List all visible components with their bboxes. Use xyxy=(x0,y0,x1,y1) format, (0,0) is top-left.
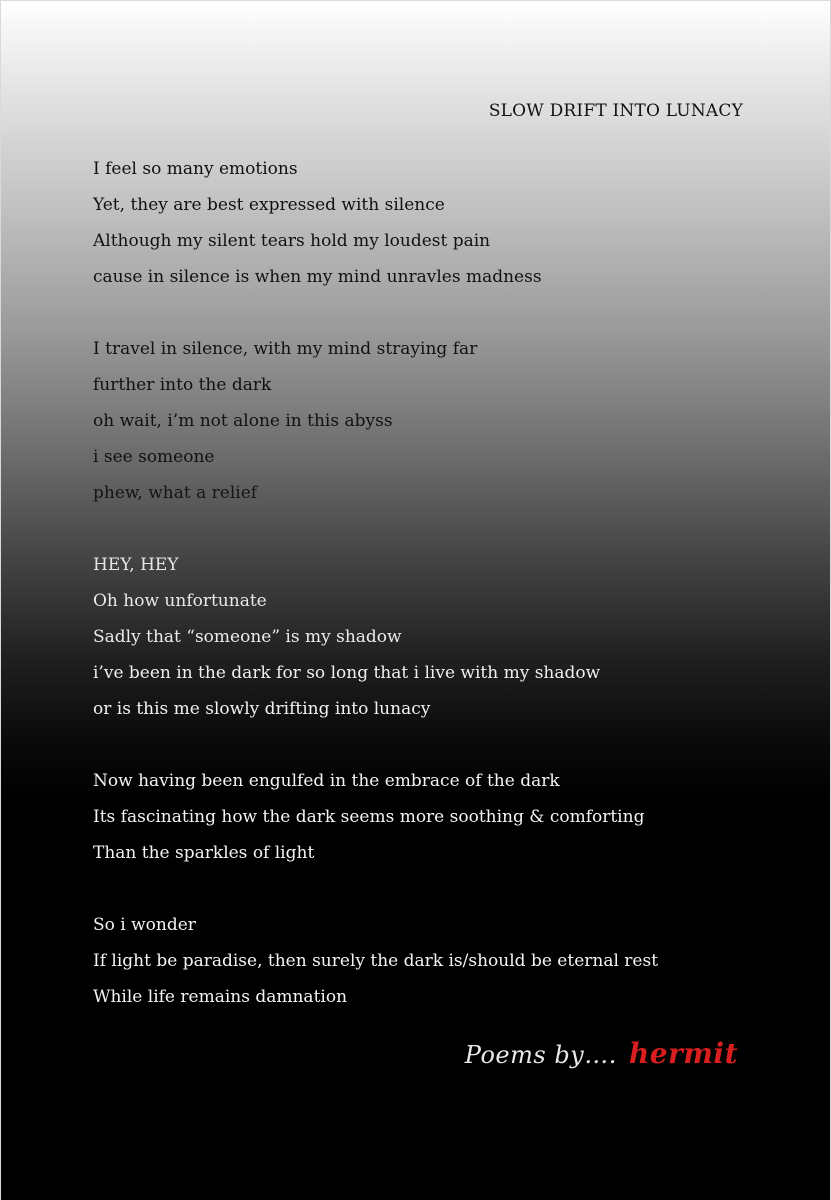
poem-line: I feel so many emotions xyxy=(93,159,298,179)
poem-line: oh wait, i’m not alone in this abyss xyxy=(93,411,393,431)
signature xyxy=(465,1037,738,1070)
poem-line: Than the sparkles of light xyxy=(93,843,315,863)
poem-line: i see someone xyxy=(93,447,215,467)
poem-line: further into the dark xyxy=(93,375,272,395)
poem-line: Oh how unfortunate xyxy=(93,591,267,611)
poem-line: or is this me slowly drifting into lunacy xyxy=(93,699,431,719)
poem-line: phew, what a relief xyxy=(93,483,258,503)
poem-line: Yet, they are best expressed with silence xyxy=(93,195,445,215)
poem-line: i’ve been in the dark for so long that i live with my shadow xyxy=(93,663,601,683)
poem-line: So i wonder xyxy=(93,915,196,935)
signature-author: hermit xyxy=(628,1037,738,1070)
poem-line: I travel in silence, with my mind straying far xyxy=(93,339,478,359)
poem-line: cause in silence is when my mind unravles madness xyxy=(93,267,542,287)
signature-prefix: Poems by…. xyxy=(464,1041,617,1069)
poem-line: While life remains damnation xyxy=(93,987,348,1007)
poem-line: Now having been engulfed in the embrace of the dark xyxy=(93,771,560,791)
poem-line: HEY, HEY xyxy=(93,555,179,575)
poem-line: Its fascinating how the dark seems more soothing & comforting xyxy=(93,807,645,827)
poem-line: If light be paradise, then surely the dark is/should be eternal rest xyxy=(93,951,659,971)
poem-line: Sadly that “someone” is my shadow xyxy=(93,627,402,647)
poem-line: Although my silent tears hold my loudest pain xyxy=(93,231,491,251)
poem-title: SLOW DRIFT INTO LUNACY xyxy=(488,101,743,121)
